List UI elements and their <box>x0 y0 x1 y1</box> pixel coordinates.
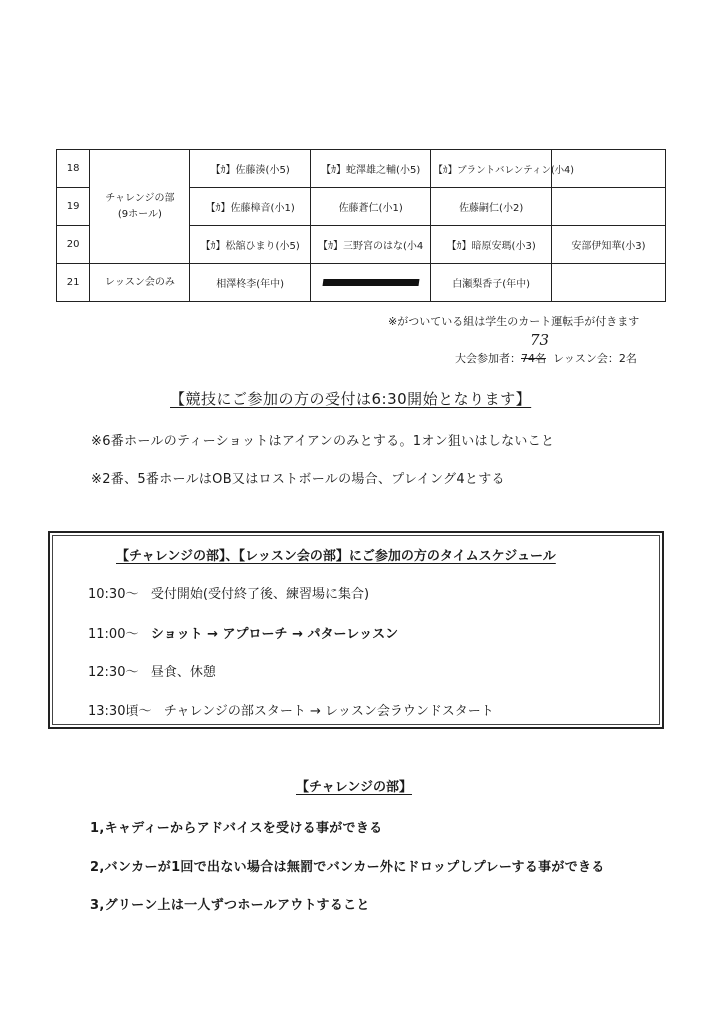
challenge-category-cell <box>90 150 190 264</box>
schedule-time: 13:30頃～ <box>88 704 152 719</box>
competition-rule: ※2番、5番ホールはOB又はロストボールの場合、プレイング4とする <box>91 472 505 487</box>
player-cell: 【ｶ】三野宮のはな(小4 <box>310 226 431 264</box>
group-number: 21 <box>57 264 90 302</box>
schedule-text: ショット → アプローチ → パターレッスン <box>150 627 399 642</box>
schedule-time: 11:00～ <box>88 627 139 642</box>
player-cell: 佐藤嗣仁(小2) <box>431 188 552 226</box>
schedule-item <box>88 661 216 680</box>
challenge-label: チャレンジの部 <box>105 192 175 204</box>
player-cell: 【ｶ】蛇澤雄之輔(小5) <box>310 150 431 188</box>
schedule-box <box>48 531 664 729</box>
schedule-text: 昼食、休憩 <box>150 665 216 680</box>
player-cell <box>551 188 665 226</box>
schedule-item <box>88 623 398 642</box>
table-row <box>57 264 666 302</box>
table-row <box>57 150 666 188</box>
lesson-category-cell: レッスン会のみ <box>90 264 190 302</box>
challenge-rule: 3,グリーン上は一人ずつホールアウトすること <box>90 898 370 913</box>
player-cell: 【ｶ】暗原安瑪(小3) <box>431 226 552 264</box>
player-cell: 【ｶ】松舘ひまり(小5) <box>190 226 311 264</box>
group-number: 18 <box>57 150 90 188</box>
lesson-count: レッスン会：2名 <box>553 352 637 365</box>
participants-prefix: 大会参加者： <box>455 352 521 365</box>
group-table <box>56 149 666 302</box>
competition-title: 【競技にご参加の方の受付は6:30開始となります】 <box>170 390 532 408</box>
player-cell: 【ｶ】佐藤湊(小5) <box>190 150 311 188</box>
player-cell <box>551 264 665 302</box>
cart-note: ※がついている組は学生のカート運転手が付きます <box>388 315 640 328</box>
schedule-title: 【チャレンジの部】、【レッスン会の部】にご参加の方のタイムスケジュール <box>116 549 556 564</box>
schedule-text: 受付開始(受付終了後、練習場に集合) <box>150 587 370 602</box>
player-cell: 佐藤蒼仁(小1) <box>310 188 431 226</box>
challenge-rule: 2,バンカーが1回で出ない場合は無罰でバンカー外にドロップしプレーする事ができる <box>90 860 605 875</box>
schedule-text: チャレンジの部スタート → レッスン会ラウンドスタート <box>163 704 494 719</box>
schedule-item <box>88 700 494 719</box>
schedule-time: 12:30～ <box>88 665 139 680</box>
player-cell: 白瀬梨香子(年中) <box>431 264 552 302</box>
challenge-rule: 1,キャディーからアドバイスを受ける事ができる <box>90 821 383 836</box>
challenge-rules-title: 【チャレンジの部】 <box>296 780 412 795</box>
player-cell: 安部伊知華(小3) <box>551 226 665 264</box>
redacted-cell <box>310 264 431 302</box>
player-cell: 【ｶ】佐藤樟音(小1) <box>190 188 311 226</box>
participants-old-count: 74名 <box>521 352 546 365</box>
player-cell: 【ｶ】ブラントバレンティン(小4) <box>431 150 552 188</box>
group-number: 20 <box>57 226 90 264</box>
schedule-time: 10:30～ <box>88 587 139 602</box>
player-cell: 相澤柊李(年中) <box>190 264 311 302</box>
challenge-sub: (9ホール) <box>117 208 162 220</box>
redaction-mark <box>322 279 419 286</box>
competition-rule: ※6番ホールのティーショットはアイアンのみとする。1オン狙いはしないこと <box>91 434 555 449</box>
handwritten-count: 73 <box>530 331 550 349</box>
participant-summary <box>455 350 637 366</box>
group-number: 19 <box>57 188 90 226</box>
schedule-item <box>88 583 369 602</box>
